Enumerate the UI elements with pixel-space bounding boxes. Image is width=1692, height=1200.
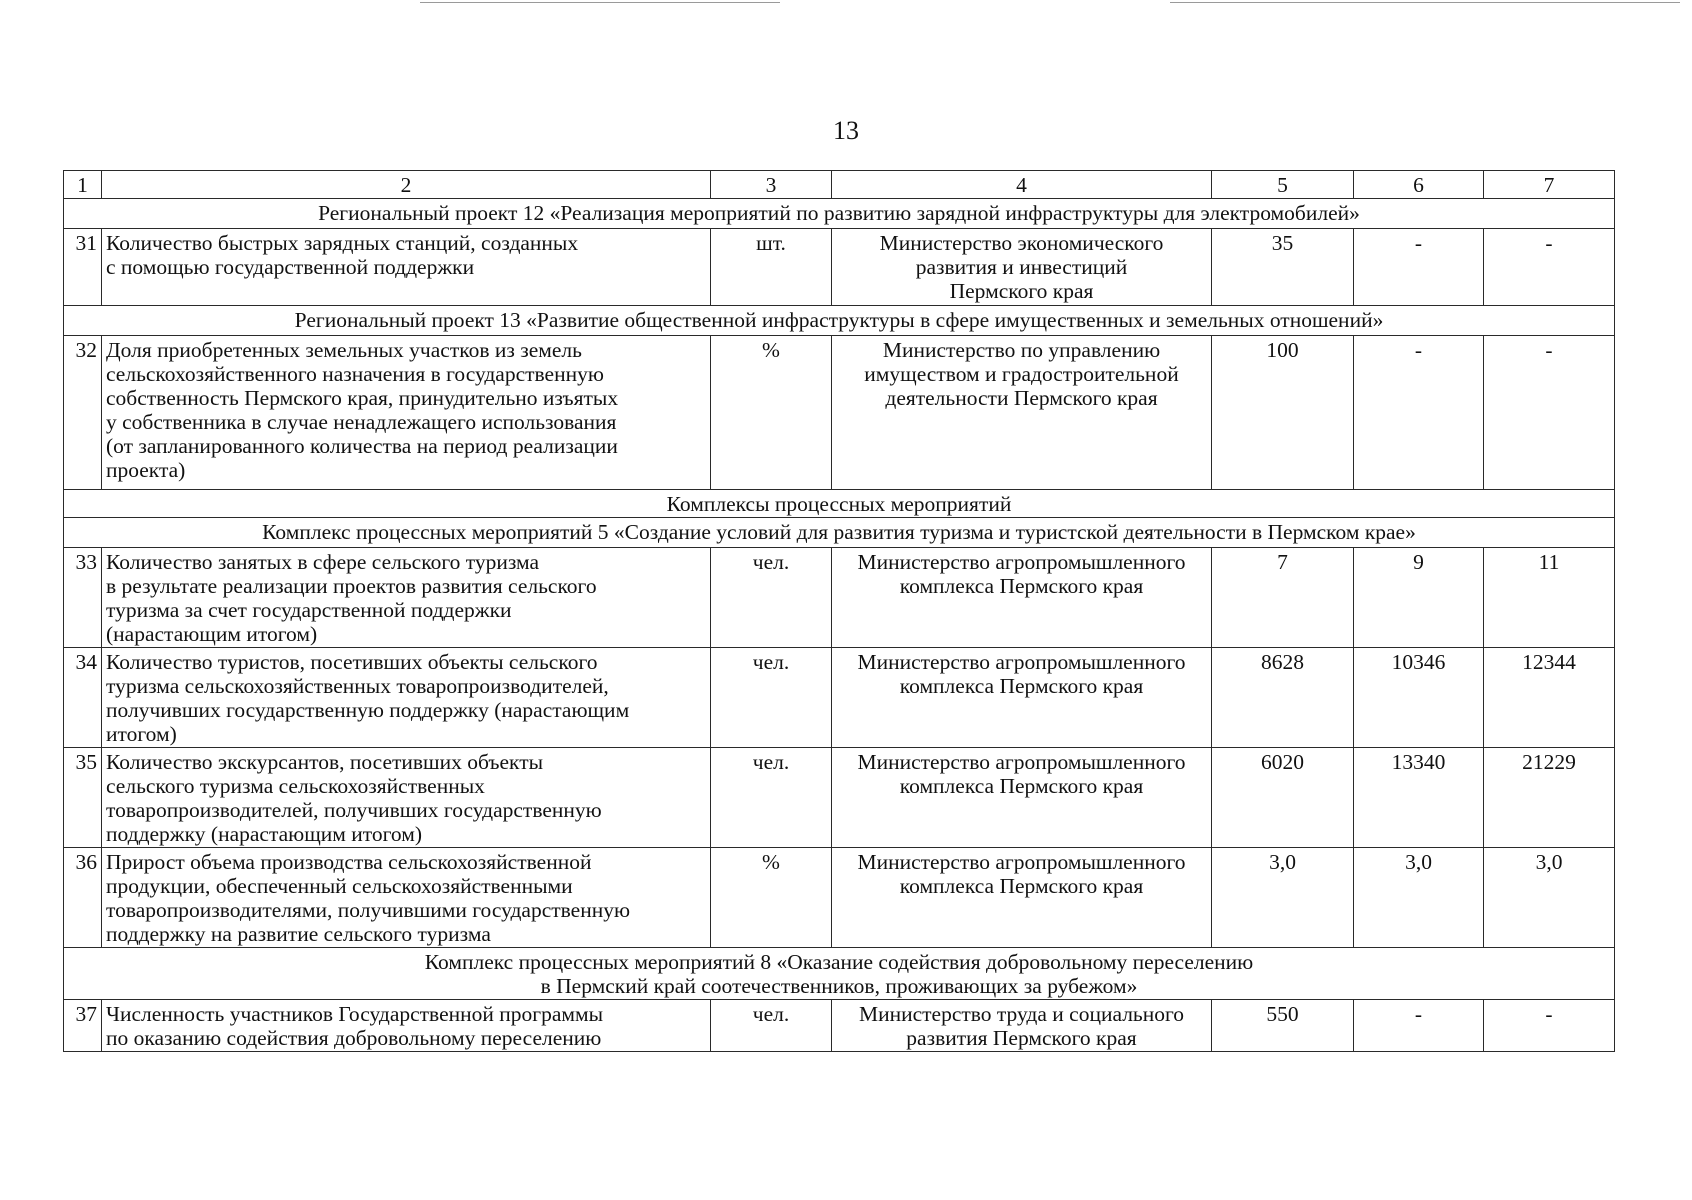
column-header: 7 xyxy=(1484,171,1615,199)
value-col-6: - xyxy=(1354,229,1484,306)
value-col-6: 13340 xyxy=(1354,748,1484,848)
value-col-5: 8628 xyxy=(1212,648,1354,748)
value-col-6: 3,0 xyxy=(1354,848,1484,948)
section-title: Комплекс процессных мероприятий 8 «Оказание содействия добровольному переселению в Пермский край соотечественников, проживающих за рубежом» xyxy=(64,948,1615,1000)
responsible-body: Министерство экономического развития и инвестиций Пермского края xyxy=(832,229,1212,306)
unit-of-measure: чел. xyxy=(711,648,832,748)
value-col-5: 3,0 xyxy=(1212,848,1354,948)
value-col-6: 9 xyxy=(1354,548,1484,648)
column-number-row xyxy=(64,171,1615,199)
value-col-7: - xyxy=(1484,336,1615,490)
unit-of-measure: % xyxy=(711,848,832,948)
value-col-6: - xyxy=(1354,1000,1484,1052)
value-col-7: 3,0 xyxy=(1484,848,1615,948)
column-header: 1 xyxy=(64,171,102,199)
value-col-7: 12344 xyxy=(1484,648,1615,748)
table-body xyxy=(64,171,1615,1052)
indicator-name: Доля приобретенных земельных участков из земель сельскохозяйственного назначения в государственную собственность Пермского края, принудительно изъятых у собственника в случае ненадлежащего использования (от запланированного количества на период реализации проекта) xyxy=(102,336,711,490)
value-col-5: 550 xyxy=(1212,1000,1354,1052)
unit-of-measure: чел. xyxy=(711,748,832,848)
value-col-6: 10346 xyxy=(1354,648,1484,748)
value-col-7: - xyxy=(1484,229,1615,306)
row-number: 31 xyxy=(64,229,102,306)
indicator-name: Количество занятых в сфере сельского туризма в результате реализации проектов развития сельского туризма за счет государственной поддержки (нарастающим итогом) xyxy=(102,548,711,648)
column-header: 3 xyxy=(711,171,832,199)
section-header-row xyxy=(64,306,1615,336)
table-row xyxy=(64,336,1615,490)
responsible-body: Министерство агропромышленного комплекса Пермского края xyxy=(832,548,1212,648)
section-header-row xyxy=(64,490,1615,518)
unit-of-measure: шт. xyxy=(711,229,832,306)
row-number: 32 xyxy=(64,336,102,490)
section-title: Региональный проект 13 «Развитие общественной инфраструктуры в сфере имущественных и земельных отношений» xyxy=(64,306,1615,336)
row-number: 35 xyxy=(64,748,102,848)
unit-of-measure: чел. xyxy=(711,548,832,648)
indicator-name: Количество экскурсантов, посетивших объекты сельского туризма сельскохозяйственных товаропроизводителей, получивших государственную поддержку (нарастающим итогом) xyxy=(102,748,711,848)
row-number: 37 xyxy=(64,1000,102,1052)
section-title: Комплекс процессных мероприятий 5 «Создание условий для развития туризма и туристской деятельности в Пермском крае» xyxy=(64,518,1615,548)
column-header: 5 xyxy=(1212,171,1354,199)
value-col-5: 7 xyxy=(1212,548,1354,648)
indicator-name: Численность участников Государственной программы по оказанию содействия добровольному переселению xyxy=(102,1000,711,1052)
table-row xyxy=(64,748,1615,848)
section-title: Комплексы процессных мероприятий xyxy=(64,490,1615,518)
section-header-row xyxy=(64,199,1615,229)
scan-edge-line-left xyxy=(420,2,780,3)
indicator-name: Прирост объема производства сельскохозяйственной продукции, обеспеченный сельскохозяйственными товаропроизводителями, получившими государственную поддержку на развитие сельского туризма xyxy=(102,848,711,948)
responsible-body: Министерство агропромышленного комплекса Пермского края xyxy=(832,648,1212,748)
responsible-body: Министерство труда и социального развития Пермского края xyxy=(832,1000,1212,1052)
responsible-body: Министерство агропромышленного комплекса Пермского края xyxy=(832,848,1212,948)
responsible-body: Министерство агропромышленного комплекса Пермского края xyxy=(832,748,1212,848)
value-col-5: 100 xyxy=(1212,336,1354,490)
table-row xyxy=(64,548,1615,648)
value-col-7: 11 xyxy=(1484,548,1615,648)
row-number: 36 xyxy=(64,848,102,948)
indicator-name: Количество туристов, посетивших объекты сельского туризма сельскохозяйственных товаропроизводителей, получивших государственную поддержку (нарастающим итогом) xyxy=(102,648,711,748)
value-col-5: 6020 xyxy=(1212,748,1354,848)
table-row xyxy=(64,848,1615,948)
row-number: 34 xyxy=(64,648,102,748)
value-col-7: - xyxy=(1484,1000,1615,1052)
unit-of-measure: чел. xyxy=(711,1000,832,1052)
indicator-name: Количество быстрых зарядных станций, созданных с помощью государственной поддержки xyxy=(102,229,711,306)
section-header-row xyxy=(64,518,1615,548)
table-row xyxy=(64,648,1615,748)
responsible-body: Министерство по управлению имуществом и градостроительной деятельности Пермского края xyxy=(832,336,1212,490)
table-row xyxy=(64,229,1615,306)
page-number: 13 xyxy=(833,116,859,145)
section-title: Региональный проект 12 «Реализация мероприятий по развитию зарядной инфраструктуры для электромобилей» xyxy=(64,199,1615,229)
table-row xyxy=(64,1000,1615,1052)
scan-edge-line-right xyxy=(1170,2,1680,3)
unit-of-measure: % xyxy=(711,336,832,490)
column-header: 2 xyxy=(102,171,711,199)
column-header: 6 xyxy=(1354,171,1484,199)
value-col-7: 21229 xyxy=(1484,748,1615,848)
row-number: 33 xyxy=(64,548,102,648)
column-header: 4 xyxy=(832,171,1212,199)
indicators-table xyxy=(63,170,1615,1052)
value-col-5: 35 xyxy=(1212,229,1354,306)
section-header-row xyxy=(64,948,1615,1000)
value-col-6: - xyxy=(1354,336,1484,490)
